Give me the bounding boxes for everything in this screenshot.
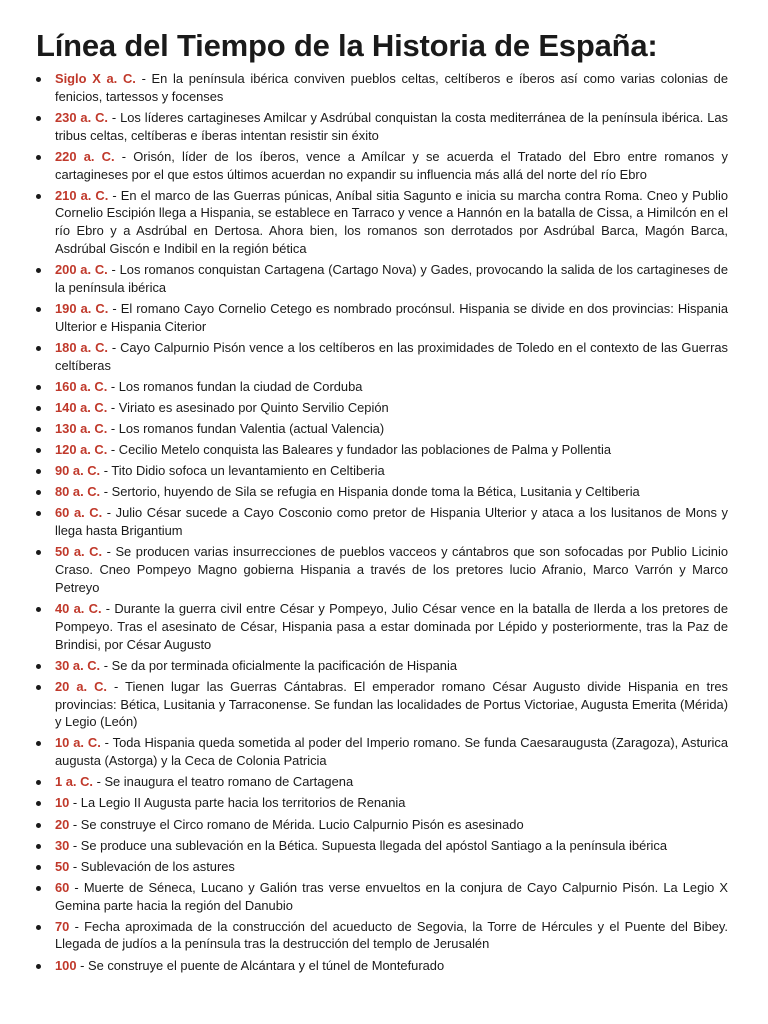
entry-description: - Cecilio Metelo conquista las Baleares y fundador las poblaciones de Palma y Pollentia [107,442,612,458]
bullet-icon [36,427,41,432]
entry-description: - La Legio II Augusta parte hacia los territorios de Renania [69,795,406,811]
entry-date: 10 a. C. [55,735,101,751]
entry-description: - Tito Didio sofoca un levantamiento en Celtiberia [100,463,385,479]
entry-date: 60 [55,879,70,895]
bullet-icon [36,550,41,555]
timeline-entry [36,420,728,438]
entry-date: 10 [55,795,70,811]
entry-date: 230 a. C. [55,109,108,125]
bullet-icon [36,406,41,411]
entry-date: 220 a. C. [55,148,115,164]
bullet-icon [36,664,41,669]
entry-description: - Tienen lugar las Guerras Cántabras. El emperador romano César Augusto divide Hispania en tres provincias: Bética, Lusitania y Tarraconense. Se fundan las localidades de Portus Victoriae, Augusta Emerita (Mérida) y Legio (León) [55,678,728,730]
entry-date: 190 a. C. [55,301,109,317]
entry-description: - En el marco de las Guerras púnicas, Aníbal sitia Sagunto e inicia su marcha contra Roma. Cneo y Publio Cornelio Escipión llega a Hispania, se establece en Tarraco y vence a Hannón en la batalla de Cissa, a Himilcón en el río Ebro y a Asdrúbal en Dertosa. Ahora bien, los romanos son derrotados por Asdrúbal Barca, Magón Barca, Asdrúbal Giscón e Indibil en la región bética [55,187,729,257]
entry-description: - Julio César sucede a Cayo Cosconio como pretor de Hispania Ulterior y ataca a los lusitanos de Mons y llega hasta Brigantium [55,505,728,539]
entry-date: 20 a. C. [55,678,107,694]
entry-description: - Los romanos fundan la ciudad de Corduba [107,378,363,394]
entry-description: - Durante la guerra civil entre César y Pompeyo, Julio César vence en la batalla de Ilerda a los pretores de Pompeyo. Tras el asesinato de César, Hispania pasa a estar dominada por Lépido y posteriormente, tras la Paz de Brindisi, por César Augusto [55,600,728,652]
timeline-list [36,70,728,974]
entry-date: 90 a. C. [55,463,101,479]
bullet-icon [36,865,41,870]
entry-date: 1 a. C. [55,774,93,790]
timeline-entry [36,543,728,596]
timeline-entry [36,483,728,501]
entry-description: - Fecha aproximada de la construcción del acueducto de Segovia, la Torre de Hércules y el Puente del Bibey. Llegada de judíos a la península tras la destrucción del templo de Jerusalén [55,918,728,952]
timeline-entry [36,339,728,375]
bullet-icon [36,307,41,312]
timeline-entry [36,504,728,540]
entry-description: - Sertorio, huyendo de Sila se refugia en Hispania donde toma la Bética, Lusitania y Celtiberia [100,484,640,500]
bullet-icon [36,964,41,969]
timeline-entry [36,794,728,812]
entry-date: 30 [55,837,70,853]
bullet-icon [36,844,41,849]
entry-date: 60 a. C. [55,505,103,521]
bullet-icon [36,823,41,828]
entry-date: Siglo X a. C. [55,71,136,86]
bullet-icon [36,886,41,891]
timeline-entry [36,678,728,731]
bullet-icon [36,385,41,390]
entry-description: - En la península ibérica conviven pueblos celtas, celtíberos e íberos así como varias colonias de fenicios, tartessos y focenses [55,71,728,104]
timeline-entry [36,858,728,876]
bullet-icon [36,194,41,199]
entry-description: - El romano Cayo Cornelio Cetego es nombrado procónsul. Hispania se divide en dos provincias: Hispania Ulterior e Hispania Citerior [55,301,729,334]
bullet-icon [36,780,41,785]
bullet-icon [36,511,41,516]
bullet-icon [36,155,41,160]
timeline-entry [36,879,728,915]
bullet-icon [36,346,41,351]
entry-date: 200 a. C. [55,262,108,278]
entry-date: 80 a. C. [55,484,101,500]
timeline-entry [36,261,728,297]
timeline-entry [36,187,728,258]
entry-date: 180 a. C. [55,339,108,355]
entry-date: 50 [55,858,70,874]
entry-date: 210 a. C. [55,187,109,203]
entry-description: - Sublevación de los astures [69,858,235,874]
entry-date: 140 a. C. [55,399,108,415]
timeline-entry [36,816,728,834]
entry-description: - Se inaugura el teatro romano de Cartagena [92,774,354,790]
bullet-icon [36,925,41,930]
timeline-entry [36,441,728,459]
entry-description: - Se construye el Circo romano de Mérida. Lucio Calpurnio Pisón es asesinado [69,816,524,832]
entry-description: - Muerte de Séneca, Lucano y Galión tras verse envueltos en la conjura de Cayo Calpurnio Pisón. La Legio X Gemina parte hacia la región del Danubio [55,879,728,913]
entry-description: - Se construye el puente de Alcántara y el túnel de Montefurado [76,957,445,973]
timeline-entry [36,600,728,653]
entry-date: 50 a. C. [55,544,103,560]
entry-date: 70 [55,918,70,934]
timeline-entry [36,109,728,145]
entry-description: - Se produce una sublevación en la Bética. Supuesta llegada del apóstol Santiago a la península ibérica [69,837,668,853]
timeline-entry [36,657,728,675]
entry-description: - Los líderes cartagineses Amilcar y Asdrúbal conquistan la costa mediterránea de la península ibérica. Las tribus celtas, celtíberas e íberas intentan resistir sin éxito [55,109,728,143]
timeline-entry [36,399,728,417]
bullet-icon [36,801,41,806]
page-title: Línea del Tiempo de la Historia de España: [36,28,658,63]
entry-description: - Los romanos conquistan Cartagena (Cartago Nova) y Gades, provocando la salida de los cartagineses de la península ibérica [55,262,729,295]
timeline-entry [36,148,728,184]
entry-date: 160 a. C. [55,378,108,394]
bullet-icon [36,116,41,121]
entry-description: - Los romanos fundan Valentia (actual Valencia) [107,421,385,437]
bullet-icon [36,607,41,612]
timeline-entry [36,957,728,975]
bullet-icon [36,268,41,273]
entry-description: - Toda Hispania queda sometida al poder del Imperio romano. Se funda Caesaraugusta (Zaragoza), Asturica augusta (Astorga) y la Ceca de Colonia Patricia [55,735,728,769]
timeline-entry [36,837,728,855]
bullet-icon [36,77,41,82]
bullet-icon [36,448,41,453]
entry-description: - Orisón, líder de los íberos, vence a Amílcar y se acuerda el Tratado del Ebro entre romanos y cartagineses por el que estos últimos acuerdan no expandir su influencia más allá del norte del río Ebro [55,148,729,182]
bullet-icon [36,685,41,690]
timeline-entry [36,378,728,396]
timeline-entry [36,734,728,770]
bullet-icon [36,469,41,474]
bullet-icon [36,741,41,746]
entry-description: - Se da por terminada oficialmente la pacificación de Hispania [100,657,457,673]
entry-description: - Viriato es asesinado por Quinto Servilio Cepión [107,399,389,415]
entry-date: 100 [55,957,77,973]
timeline-entry [36,300,728,336]
timeline-entry [36,70,728,106]
timeline-entry [36,462,728,480]
entry-description: - Se producen varias insurrecciones de pueblos vacceos y cántabros que son sofocadas por Publio Licinio Craso. Cneo Pompeyo Magno gobierna Hispania a través de los pretores lucio Afranio, Marco Varrón y Marco Petreyo [55,544,728,595]
entry-date: 40 a. C. [55,600,102,616]
entry-date: 120 a. C. [55,442,108,458]
timeline-entry [36,773,728,791]
entry-date: 20 [55,816,70,832]
entry-date: 130 a. C. [55,421,108,437]
bullet-icon [36,490,41,495]
timeline-entry [36,918,728,954]
entry-description: - Cayo Calpurnio Pisón vence a los celtíberos en las proximidades de Toledo en el contexto de las Guerras celtíberas [55,339,729,373]
entry-date: 30 a. C. [55,657,101,673]
